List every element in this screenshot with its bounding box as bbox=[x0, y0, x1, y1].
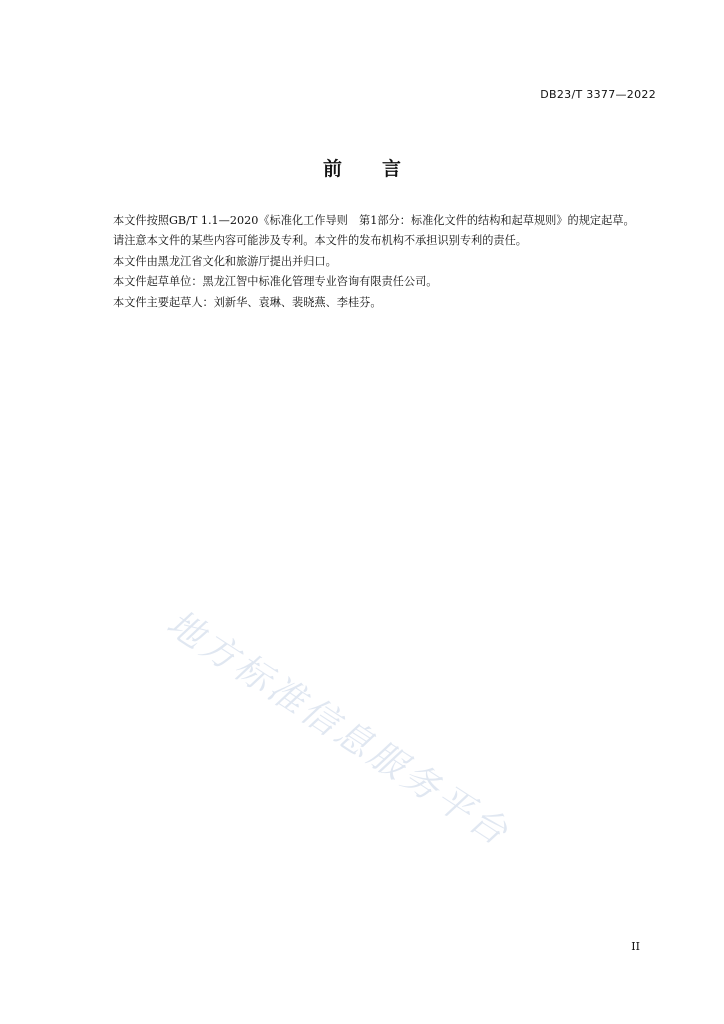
standard-code: DB23/T 3377—2022 bbox=[540, 88, 656, 101]
foreword-body bbox=[87, 211, 657, 313]
paragraph-drafters: 本文件主要起草人：刘新华、袁琳、裴晓燕、李桂芬。 bbox=[113, 295, 382, 309]
watermark-text: 地方标准信息服务平台 bbox=[159, 602, 518, 855]
title-char-2: 言 bbox=[382, 158, 402, 180]
paragraph-proposer: 本文件由黑龙江省文化和旅游厅提出并归口。 bbox=[113, 254, 337, 268]
page-title bbox=[0, 154, 724, 181]
title-char-1: 前 bbox=[322, 158, 342, 180]
paragraph-drafting-unit: 本文件起草单位：黑龙江智中标准化管理专业咨询有限责任公司。 bbox=[113, 275, 438, 289]
page-number: II bbox=[631, 940, 640, 953]
paragraph-drafting-rules: 本文件按照GB/T 1.1—2020《标准化工作导则 第1部分：标准化文件的结构和起草规则》的规定起草。 bbox=[113, 214, 635, 227]
paragraph-patent-notice: 请注意本文件的某些内容可能涉及专利。本文件的发布机构不承担识别专利的责任。 bbox=[113, 234, 527, 248]
